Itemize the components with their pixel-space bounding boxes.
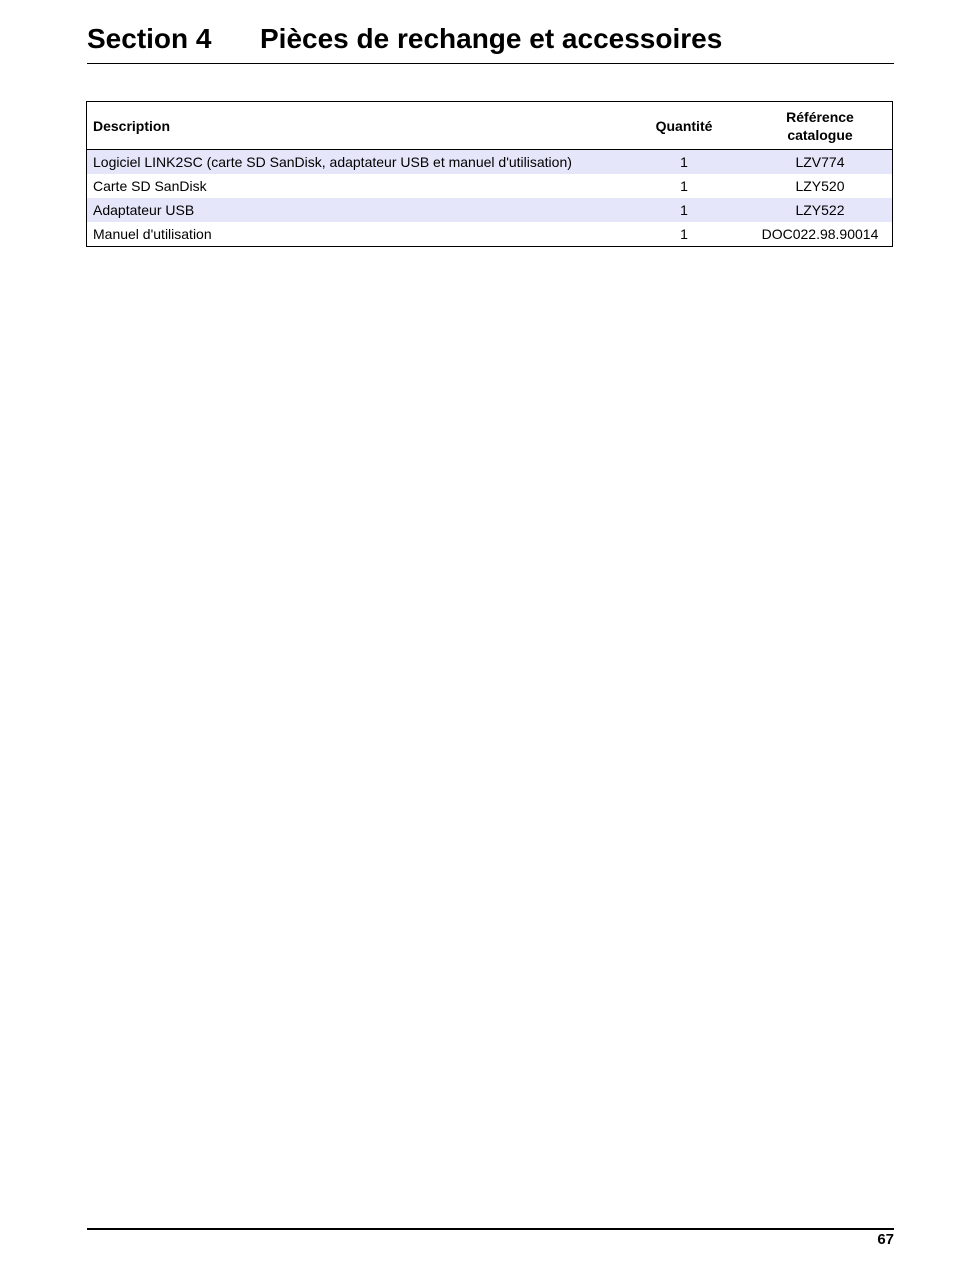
footer-divider <box>87 1228 894 1230</box>
table-row <box>87 198 893 222</box>
cell-reference: LZY520 <box>795 178 845 194</box>
column-header-reference-line1: Référence <box>786 108 854 125</box>
column-header-reference-line2: catalogue <box>787 126 853 143</box>
cell-description: Adaptateur USB <box>87 198 621 222</box>
column-header-description: Description <box>87 102 621 150</box>
cell-description: Manuel d'utilisation <box>93 226 212 242</box>
cell-quantity: 1 <box>620 198 748 222</box>
cell-description: Carte SD SanDisk <box>93 178 207 194</box>
cell-reference: LZY522 <box>748 198 893 222</box>
table-header-row <box>87 102 893 150</box>
table-row <box>87 150 893 175</box>
cell-reference: LZV774 <box>748 150 893 175</box>
cell-quantity: 1 <box>680 226 688 242</box>
column-header-quantity: Quantité <box>620 102 748 150</box>
page-header <box>87 20 894 64</box>
section-number: Section 4 <box>87 23 212 54</box>
page-number: 67 <box>877 1231 894 1248</box>
column-header-reference <box>748 102 893 150</box>
section-title: Pièces de rechange et accessoires <box>260 23 723 54</box>
cell-quantity: 1 <box>620 150 748 175</box>
table-row <box>87 222 893 247</box>
cell-quantity: 1 <box>680 178 688 194</box>
cell-reference: DOC022.98.90014 <box>761 226 879 242</box>
table-row <box>87 174 893 198</box>
parts-table <box>86 101 893 247</box>
cell-description: Logiciel LINK2SC (carte SD SanDisk, adaptateur USB et manuel d'utilisation) <box>87 150 621 175</box>
